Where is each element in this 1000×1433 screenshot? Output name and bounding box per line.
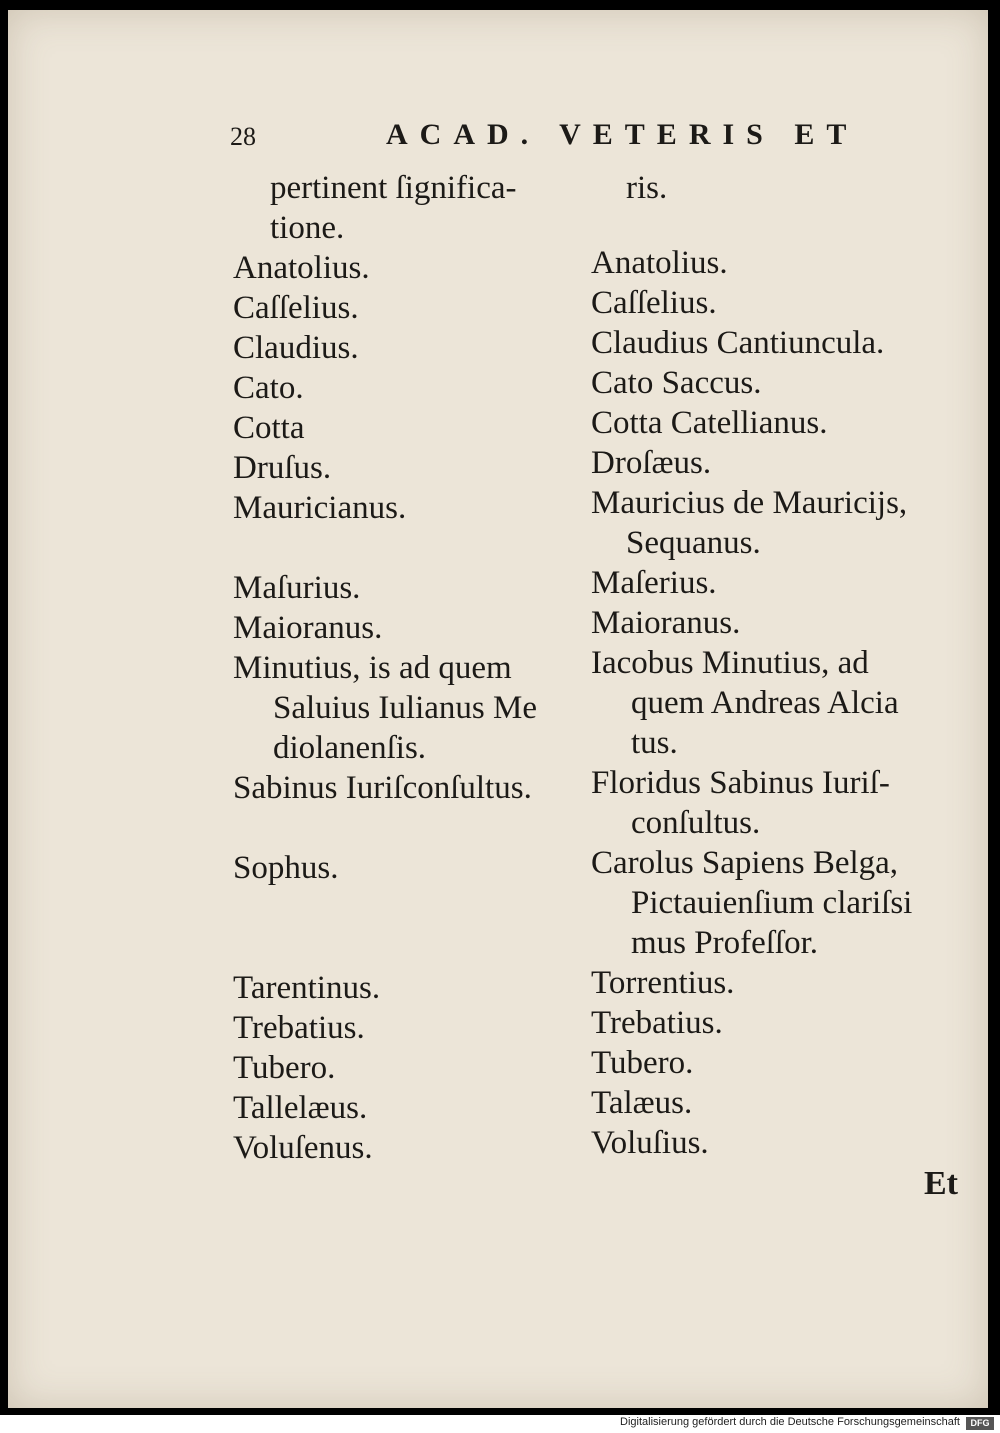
right-entry: Maſerius. — [591, 565, 717, 601]
left-entry: Voluſenus. — [233, 1130, 373, 1166]
right-entry: Voluſius. — [591, 1125, 709, 1161]
right-entry: Carolus Sapiens Belga, — [591, 845, 899, 881]
digitization-footer — [0, 1415, 1000, 1433]
funding-credit: Digitalisierung gefördert durch die Deutsche Forschungsgemeinschaft — [620, 1416, 960, 1428]
left-entry: Mauricianus. — [233, 490, 407, 526]
left-entry: Trebatius. — [233, 1010, 365, 1046]
right-entry: Tubero. — [591, 1045, 694, 1081]
left-entry: diolanenſis. — [273, 730, 427, 766]
right-entry: ris. — [626, 170, 668, 206]
left-entry: Sabinus Iuriſconſultus. — [233, 770, 532, 806]
left-entry: Sophus. — [233, 850, 339, 886]
left-entry: tione. — [270, 210, 345, 246]
right-entry: conſultus. — [631, 805, 761, 841]
right-entry: Torrentius. — [591, 965, 735, 1001]
right-entry: Claudius Cantiuncula. — [591, 325, 885, 361]
right-entry: Anatolius. — [591, 245, 728, 281]
dfg-logo-icon: DFG — [966, 1417, 994, 1430]
right-entry: Pictauienſium clariſsi — [631, 885, 913, 921]
left-entry: Minutius, is ad quem — [233, 650, 512, 686]
left-entry: Druſus. — [233, 450, 332, 486]
left-entry: Cotta — [233, 410, 305, 446]
right-entry: Floridus Sabinus Iuriſ- — [591, 765, 890, 801]
left-entry: Tarentinus. — [233, 970, 381, 1006]
right-entry: quem Andreas Alcia — [631, 685, 899, 721]
left-entry: Caſſelius. — [233, 290, 359, 326]
left-entry: Maioranus. — [233, 610, 383, 646]
catchword: Et — [924, 1165, 958, 1202]
right-entry: Caſſelius. — [591, 285, 717, 321]
page-number: 28 — [230, 122, 256, 151]
right-entry: Sequanus. — [626, 525, 761, 561]
right-entry: tus. — [631, 725, 678, 761]
right-entry: Cotta Catellianus. — [591, 405, 828, 441]
right-entry: Maioranus. — [591, 605, 741, 641]
right-entry: Iacobus Minutius, ad — [591, 645, 869, 681]
right-entry: mus Profeſſor. — [631, 925, 818, 961]
right-entry: Cato Saccus. — [591, 365, 762, 401]
left-entry: Tallelæus. — [233, 1090, 368, 1126]
left-entry: Maſurius. — [233, 570, 361, 606]
left-entry: Anatolius. — [233, 250, 370, 286]
book-page — [8, 10, 988, 1408]
left-entry: Tubero. — [233, 1050, 336, 1086]
running-head: ACAD. VETERIS ET — [386, 118, 859, 151]
right-entry: Trebatius. — [591, 1005, 723, 1041]
left-entry: Claudius. — [233, 330, 359, 366]
left-entry: Cato. — [233, 370, 304, 406]
right-entry: Droſæus. — [591, 445, 712, 481]
left-entry: pertinent ſignifica- — [270, 170, 517, 206]
left-entry: Saluius Iulianus Me — [273, 690, 537, 726]
right-entry: Mauricius de Mauricijs, — [591, 485, 908, 521]
right-entry: Talæus. — [591, 1085, 693, 1121]
